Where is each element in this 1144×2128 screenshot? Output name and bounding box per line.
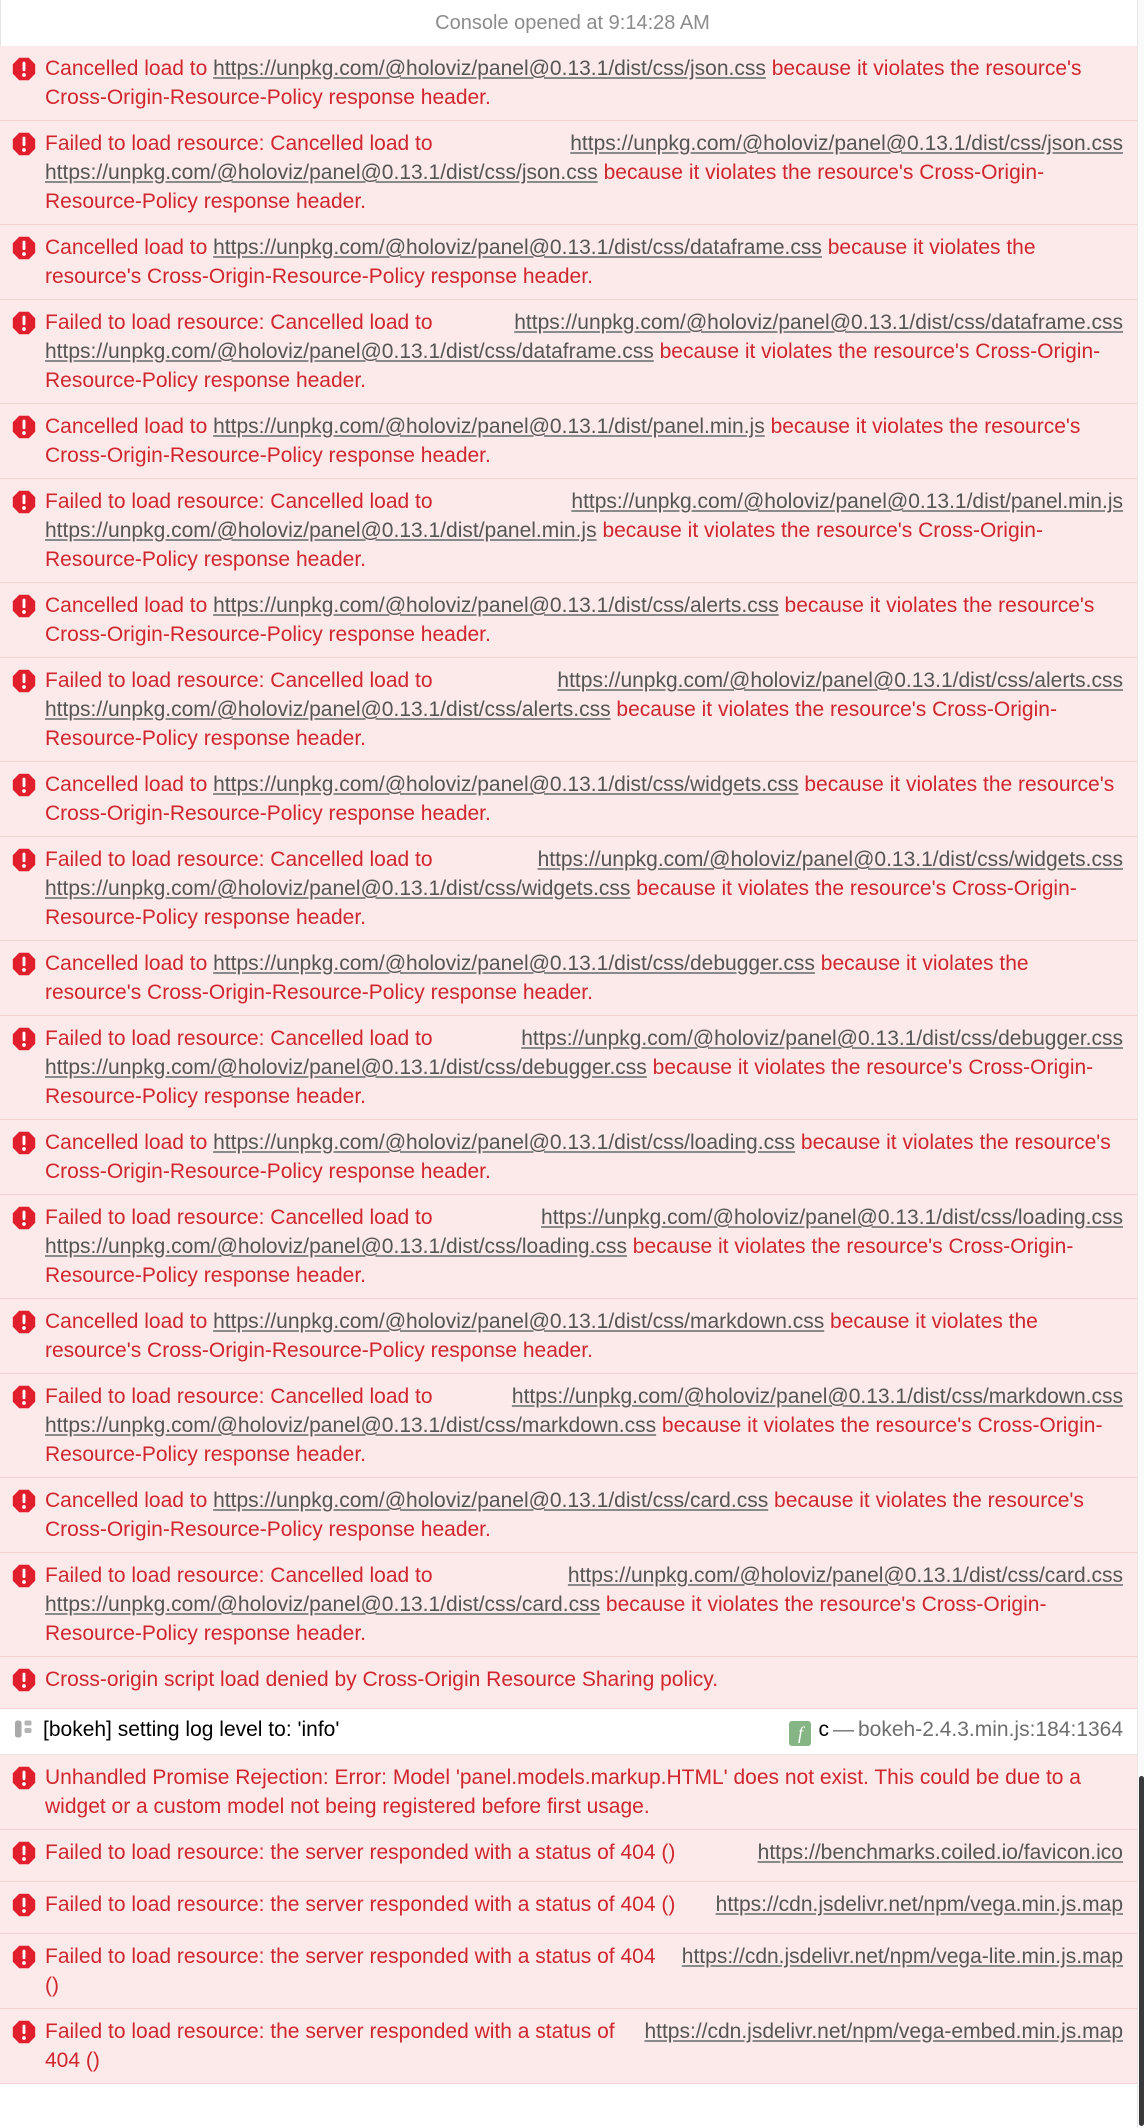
message-text: because it violates the resource's Cross-Origin-Resource-Policy response header.	[45, 1056, 1094, 1108]
console-error-row[interactable]	[0, 1016, 1137, 1120]
message-body	[45, 308, 1123, 395]
inline-resource-url-link[interactable]: https://unpkg.com/@holoviz/panel@0.13.1/dist/panel.min.js	[45, 519, 597, 542]
console-error-row[interactable]	[0, 2009, 1137, 2084]
console-error-row[interactable]	[0, 1755, 1137, 1830]
inline-resource-url-link[interactable]: https://unpkg.com/@holoviz/panel@0.13.1/dist/css/debugger.css	[45, 1056, 647, 1079]
message-text: because it violates the resource's Cross-Origin-Resource-Policy response header.	[45, 1414, 1103, 1466]
message-text: Cancelled load to	[45, 594, 214, 617]
message-text: Cancelled load to	[45, 773, 214, 796]
message-body	[45, 1763, 1123, 1821]
console-error-row[interactable]	[0, 300, 1137, 404]
message-text: Cancelled load to	[45, 1131, 214, 1154]
message-body	[45, 1665, 1123, 1694]
message-text: because it violates the resource's Cross-Origin-Resource-Policy response header.	[45, 952, 1029, 1004]
error-octagon-exclamation-icon	[12, 1893, 36, 1925]
inline-resource-url-link[interactable]: https://unpkg.com/@holoviz/panel@0.13.1/dist/css/widgets.css	[45, 877, 631, 900]
resource-source-link[interactable]: https://unpkg.com/@holoviz/panel@0.13.1/dist/css/dataframe.css	[514, 311, 1123, 334]
error-octagon-exclamation-icon	[12, 57, 36, 89]
error-octagon-exclamation-icon	[12, 415, 36, 447]
message-body	[45, 1890, 1123, 1919]
error-octagon-exclamation-icon	[12, 2020, 36, 2052]
message-text: Failed to load resource: Cancelled load to	[45, 669, 433, 692]
console-error-row[interactable]	[0, 404, 1137, 479]
message-text: because it violates the resource's Cross-Origin-Resource-Policy response header.	[45, 161, 1045, 213]
console-error-row[interactable]	[0, 46, 1137, 121]
console-error-row[interactable]	[0, 658, 1137, 762]
message-body	[45, 1203, 1123, 1290]
error-octagon-exclamation-icon	[12, 1489, 36, 1521]
error-octagon-exclamation-icon	[12, 1668, 36, 1700]
message-text: because it violates the resource's Cross-Origin-Resource-Policy response header.	[45, 1310, 1038, 1362]
error-octagon-exclamation-icon	[12, 1841, 36, 1873]
console-error-row[interactable]	[0, 1478, 1137, 1553]
caller-location	[789, 1715, 1123, 1746]
message-text: Failed to load resource: Cancelled load to	[45, 490, 433, 513]
message-text: Cancelled load to	[45, 952, 214, 975]
message-text: because it violates the resource's Cross-Origin-Resource-Policy response header.	[45, 57, 1082, 109]
error-octagon-exclamation-icon	[12, 669, 36, 701]
inline-resource-url-link[interactable]: https://unpkg.com/@holoviz/panel@0.13.1/dist/css/json.css	[45, 161, 598, 184]
message-text: because it violates the resource's Cross-Origin-Resource-Policy response header.	[45, 1593, 1047, 1645]
scrollbar-thumb[interactable]	[1139, 1776, 1144, 2126]
message-body	[45, 412, 1123, 470]
console-log-row[interactable]	[0, 1709, 1137, 1755]
inline-resource-url-link[interactable]: https://unpkg.com/@holoviz/panel@0.13.1/dist/css/card.css	[213, 1489, 769, 1512]
resource-source-link[interactable]: https://cdn.jsdelivr.net/npm/vega-lite.min.js.map	[681, 1945, 1123, 1968]
message-text: because it violates the resource's Cross-Origin-Resource-Policy response header.	[45, 773, 1115, 825]
error-octagon-exclamation-icon	[12, 1027, 36, 1059]
error-octagon-exclamation-icon	[12, 594, 36, 626]
message-body	[45, 1561, 1123, 1648]
message-text: because it violates the resource's Cross-Origin-Resource-Policy response header.	[45, 1489, 1084, 1541]
message-body	[45, 233, 1123, 291]
inline-resource-url-link[interactable]: https://unpkg.com/@holoviz/panel@0.13.1/dist/css/markdown.css	[213, 1310, 825, 1333]
console-error-row[interactable]	[0, 1195, 1137, 1299]
resource-source-link[interactable]: https://unpkg.com/@holoviz/panel@0.13.1/dist/panel.min.js	[571, 490, 1123, 513]
message-body	[45, 1486, 1123, 1544]
message-text: because it violates the resource's Cross-Origin-Resource-Policy response header.	[45, 236, 1036, 288]
resource-source-link[interactable]: https://unpkg.com/@holoviz/panel@0.13.1/dist/css/json.css	[570, 132, 1123, 155]
error-octagon-exclamation-icon	[12, 1310, 36, 1342]
message-text: Cancelled load to	[45, 1310, 214, 1333]
console-error-row[interactable]	[0, 1299, 1137, 1374]
inline-resource-url-link[interactable]: https://unpkg.com/@holoviz/panel@0.13.1/dist/css/markdown.css	[45, 1414, 657, 1437]
message-body	[45, 1024, 1123, 1111]
console-error-row[interactable]	[0, 479, 1137, 583]
error-octagon-exclamation-icon	[12, 311, 36, 343]
message-body	[45, 1838, 1123, 1867]
message-text: Failed to load resource: Cancelled load to	[45, 1385, 433, 1408]
message-body	[45, 949, 1123, 1007]
resource-source-link[interactable]: https://unpkg.com/@holoviz/panel@0.13.1/dist/css/widgets.css	[537, 848, 1123, 871]
resource-source-link[interactable]: https://cdn.jsdelivr.net/npm/vega-embed.min.js.map	[644, 2020, 1123, 2043]
inline-resource-url-link[interactable]: https://unpkg.com/@holoviz/panel@0.13.1/dist/css/dataframe.css	[45, 340, 654, 363]
console-error-row[interactable]	[0, 1374, 1137, 1478]
vertical-scrollbar[interactable]	[1137, 0, 1144, 2128]
error-octagon-exclamation-icon	[12, 1564, 36, 1596]
message-text: Cross-origin script load denied by Cross-Origin Resource Sharing policy.	[45, 1668, 719, 1691]
message-body	[45, 54, 1123, 112]
message-text: because it violates the resource's Cross-Origin-Resource-Policy response header.	[45, 1235, 1074, 1287]
inline-resource-url-link[interactable]: https://unpkg.com/@holoviz/panel@0.13.1/dist/css/card.css	[45, 1593, 601, 1616]
resource-source-link[interactable]: https://unpkg.com/@holoviz/panel@0.13.1/dist/css/card.css	[567, 1564, 1123, 1587]
console-error-row[interactable]	[0, 1120, 1137, 1195]
inline-resource-url-link[interactable]: https://unpkg.com/@holoviz/panel@0.13.1/dist/css/alerts.css	[213, 594, 779, 617]
console-error-row[interactable]	[0, 941, 1137, 1016]
message-body	[45, 1128, 1123, 1186]
function-badge-icon: f	[789, 1721, 811, 1746]
message-text: Failed to load resource: Cancelled load to	[45, 132, 433, 155]
message-text: Failed to load resource: Cancelled load to	[45, 1206, 433, 1229]
message-body	[45, 770, 1123, 828]
message-text: Failed to load resource: the server responded with a status of 404 ()	[45, 2020, 615, 2072]
resource-source-link[interactable]: https://unpkg.com/@holoviz/panel@0.13.1/dist/css/loading.css	[541, 1206, 1123, 1229]
console-session-header: Console opened at 9:14:28 AM	[0, 0, 1144, 46]
message-text: Cancelled load to	[45, 415, 214, 438]
message-text: Failed to load resource: Cancelled load to	[45, 311, 433, 334]
message-text: Cancelled load to	[45, 57, 214, 80]
error-octagon-exclamation-icon	[12, 952, 36, 984]
message-text: Failed to load resource: the server responded with a status of 404 ()	[45, 1841, 676, 1864]
message-text: Failed to load resource: the server responded with a status of 404 ()	[45, 1893, 676, 1916]
message-text: Failed to load resource: the server responded with a status of 404 ()	[45, 1945, 656, 1997]
error-octagon-exclamation-icon	[12, 773, 36, 805]
message-text: because it violates the resource's Cross-Origin-Resource-Policy response header.	[45, 698, 1057, 750]
message-body	[45, 591, 1123, 649]
message-text: Failed to load resource: Cancelled load to	[45, 1564, 433, 1587]
resource-source-link[interactable]: https://unpkg.com/@holoviz/panel@0.13.1/dist/css/alerts.css	[557, 669, 1123, 692]
message-body	[45, 129, 1123, 216]
message-text: Cancelled load to	[45, 1489, 214, 1512]
console-error-row[interactable]	[0, 225, 1137, 300]
error-octagon-exclamation-icon	[12, 848, 36, 880]
caller-separator: —	[832, 1718, 854, 1741]
inline-resource-url-link[interactable]: https://unpkg.com/@holoviz/panel@0.13.1/dist/css/alerts.css	[45, 698, 611, 721]
inline-resource-url-link[interactable]: https://unpkg.com/@holoviz/panel@0.13.1/dist/css/widgets.css	[213, 773, 799, 796]
inline-resource-url-link[interactable]: https://unpkg.com/@holoviz/panel@0.13.1/dist/css/loading.css	[45, 1235, 627, 1258]
console-error-row[interactable]	[0, 583, 1137, 658]
inline-resource-url-link[interactable]: https://unpkg.com/@holoviz/panel@0.13.1/dist/css/json.css	[213, 57, 766, 80]
inline-resource-url-link[interactable]: https://unpkg.com/@holoviz/panel@0.13.1/dist/css/debugger.css	[213, 952, 815, 975]
resource-source-link[interactable]: https://unpkg.com/@holoviz/panel@0.13.1/dist/css/markdown.css	[511, 1385, 1123, 1408]
message-text: Unhandled Promise Rejection: Error: Model 'panel.models.markup.HTML' does not exist. This could be due to a widget or a custom model not being registered before first usage.	[45, 1766, 1081, 1818]
message-text: because it violates the resource's Cross-Origin-Resource-Policy response header.	[45, 1131, 1111, 1183]
console-error-row[interactable]	[0, 762, 1137, 837]
console-error-row[interactable]	[0, 837, 1137, 941]
console-error-row[interactable]	[0, 1657, 1137, 1709]
error-octagon-exclamation-icon	[12, 1766, 36, 1798]
message-body	[43, 1715, 1123, 1746]
message-text: Failed to load resource: Cancelled load to	[45, 848, 433, 871]
message-text: [bokeh] setting log level to: 'info'	[43, 1718, 340, 1741]
message-body	[45, 487, 1123, 574]
error-octagon-exclamation-icon	[12, 1945, 36, 1977]
message-text: because it violates the resource's Cross-Origin-Resource-Policy response header.	[45, 519, 1043, 571]
error-octagon-exclamation-icon	[12, 1131, 36, 1163]
console-error-row[interactable]	[0, 121, 1137, 225]
error-octagon-exclamation-icon	[12, 132, 36, 164]
message-text: Cancelled load to	[45, 236, 214, 259]
message-body	[45, 666, 1123, 753]
message-text: because it violates the resource's Cross-Origin-Resource-Policy response header.	[45, 877, 1077, 929]
message-body	[45, 1307, 1123, 1365]
console-error-row[interactable]	[0, 1882, 1137, 1934]
message-text: because it violates the resource's Cross-Origin-Resource-Policy response header.	[45, 415, 1081, 467]
inline-resource-url-link[interactable]: https://unpkg.com/@holoviz/panel@0.13.1/dist/css/loading.css	[213, 1131, 796, 1154]
resource-source-link[interactable]: https://unpkg.com/@holoviz/panel@0.13.1/dist/css/debugger.css	[521, 1027, 1123, 1050]
error-octagon-exclamation-icon	[12, 1206, 36, 1238]
message-body	[45, 1382, 1123, 1469]
message-text: Failed to load resource: Cancelled load to	[45, 1027, 433, 1050]
error-octagon-exclamation-icon	[12, 490, 36, 522]
console-error-row[interactable]	[0, 1934, 1137, 2009]
message-body	[45, 2017, 1123, 2075]
console-error-row[interactable]	[0, 1830, 1137, 1882]
message-body	[45, 1942, 1123, 2000]
message-text: because it violates the resource's Cross-Origin-Resource-Policy response header.	[45, 594, 1095, 646]
message-text: because it violates the resource's Cross-Origin-Resource-Policy response header.	[45, 340, 1101, 392]
log-message-icon	[12, 1718, 34, 1748]
resource-source-link[interactable]: https://benchmarks.coiled.io/favicon.ico	[757, 1841, 1123, 1864]
console-error-row[interactable]	[0, 1553, 1137, 1657]
error-octagon-exclamation-icon	[12, 236, 36, 268]
console-message-list	[0, 46, 1137, 2084]
inline-resource-url-link[interactable]: https://unpkg.com/@holoviz/panel@0.13.1/dist/css/dataframe.css	[213, 236, 822, 259]
error-octagon-exclamation-icon	[12, 1385, 36, 1417]
inline-resource-url-link[interactable]: https://unpkg.com/@holoviz/panel@0.13.1/dist/panel.min.js	[213, 415, 765, 438]
message-body	[45, 845, 1123, 932]
caller-function-name: c	[818, 1718, 829, 1741]
resource-source-link[interactable]: https://cdn.jsdelivr.net/npm/vega.min.js.map	[715, 1893, 1123, 1916]
source-file-location-link[interactable]: bokeh-2.4.3.min.js:184:1364	[857, 1718, 1123, 1741]
